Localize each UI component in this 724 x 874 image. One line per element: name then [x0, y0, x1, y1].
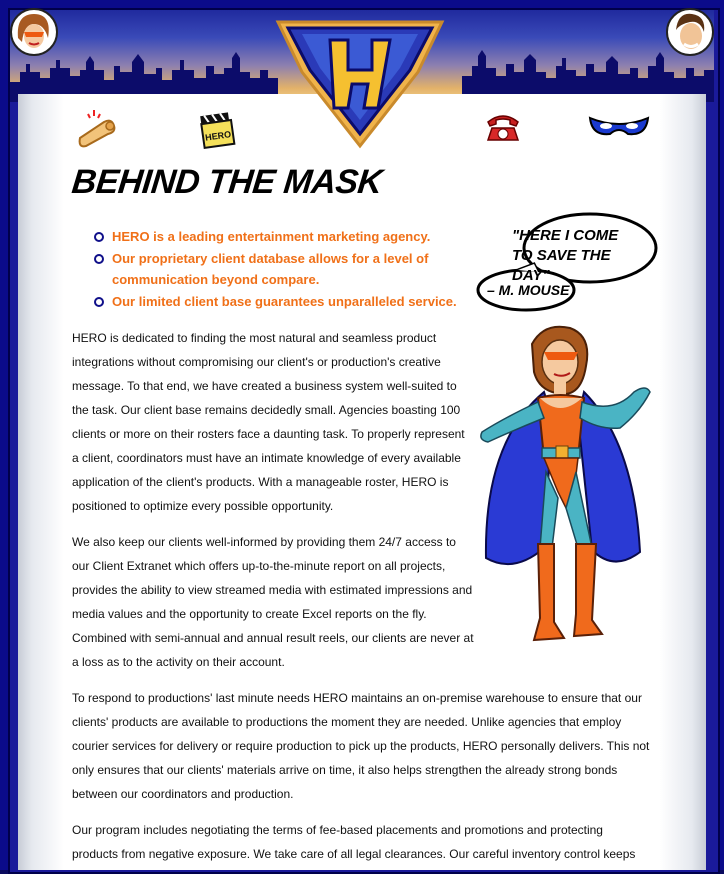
feature-bullet-list — [94, 226, 474, 313]
page-title: BEHIND THE MASK — [70, 163, 384, 201]
body-paragraph: We also keep our clients well-informed by providing them 24/7 access to our Client Extranet which offers up-to-the-minute report on all projects, provides the ability to view streamed media with estimated impressions and media values and the opportunity to create Excel reports on the fly. Combined with semi-annual and annual result reels, our clients are never at a loss as to the activity on their account. — [72, 535, 474, 669]
body-paragraph: To respond to productions' last minute needs HERO maintains an on-premise warehouse to ensure that our clients' products are available to productions the moment they are needed. Unlike agencies that employ courier services for delivery or require production to pick up the products, HERO personally delivers. This not only ensures that our clients' materials arrive on time, it also helps strengthen the already strong bonds between our coordinators and production. — [72, 691, 650, 801]
list-item — [94, 248, 474, 290]
list-item — [94, 226, 474, 247]
mask-icon[interactable] — [588, 112, 650, 140]
bullet-icon — [94, 297, 104, 307]
telephone-icon[interactable] — [484, 110, 522, 144]
heroine-avatar-icon[interactable] — [10, 8, 58, 56]
superheroine-illustration — [474, 322, 656, 648]
hero-logo-icon[interactable] — [268, 12, 452, 152]
hero-avatar-icon[interactable] — [666, 8, 714, 56]
bullet-icon — [94, 254, 104, 264]
clapperboard-icon[interactable] — [198, 106, 236, 150]
list-item — [94, 291, 474, 312]
clapperboard-label: HERO — [204, 129, 232, 143]
bullet-text: Our proprietary client database allows for a level of communication beyond compare. — [112, 251, 429, 287]
quote-text: "HERE I COME TO SAVE THE DAY" — [512, 227, 619, 284]
body-paragraph: Our program includes negotiating the terms of fee-based placements and promotions and protecting products from negative exposure. We take care of all legal clearances. Our careful inventory control keeps — [72, 823, 636, 861]
quote-author: – M. MOUSE — [487, 282, 570, 298]
body-paragraph: HERO is dedicated to finding the most natural and seamless product integrations without compromising our client's or production's creative message. To that end, we have created a business system well-suited to the task. Our client base remains decidedly small. Agencies boasting 100 clients or more on their rosters face a daunting task. To properly represent a client, coordinators must have an intimate knowledge of every available application of the client's products. With a manageable roster, HERO is positioned to optimize every possible opportunity. — [72, 331, 465, 513]
bullet-text: HERO is a leading entertainment marketing agency. — [112, 229, 431, 244]
bullet-text: Our limited client base guarantees unparalleled service. — [112, 294, 457, 309]
scroll-icon[interactable] — [74, 108, 120, 150]
bullet-icon — [94, 232, 104, 242]
